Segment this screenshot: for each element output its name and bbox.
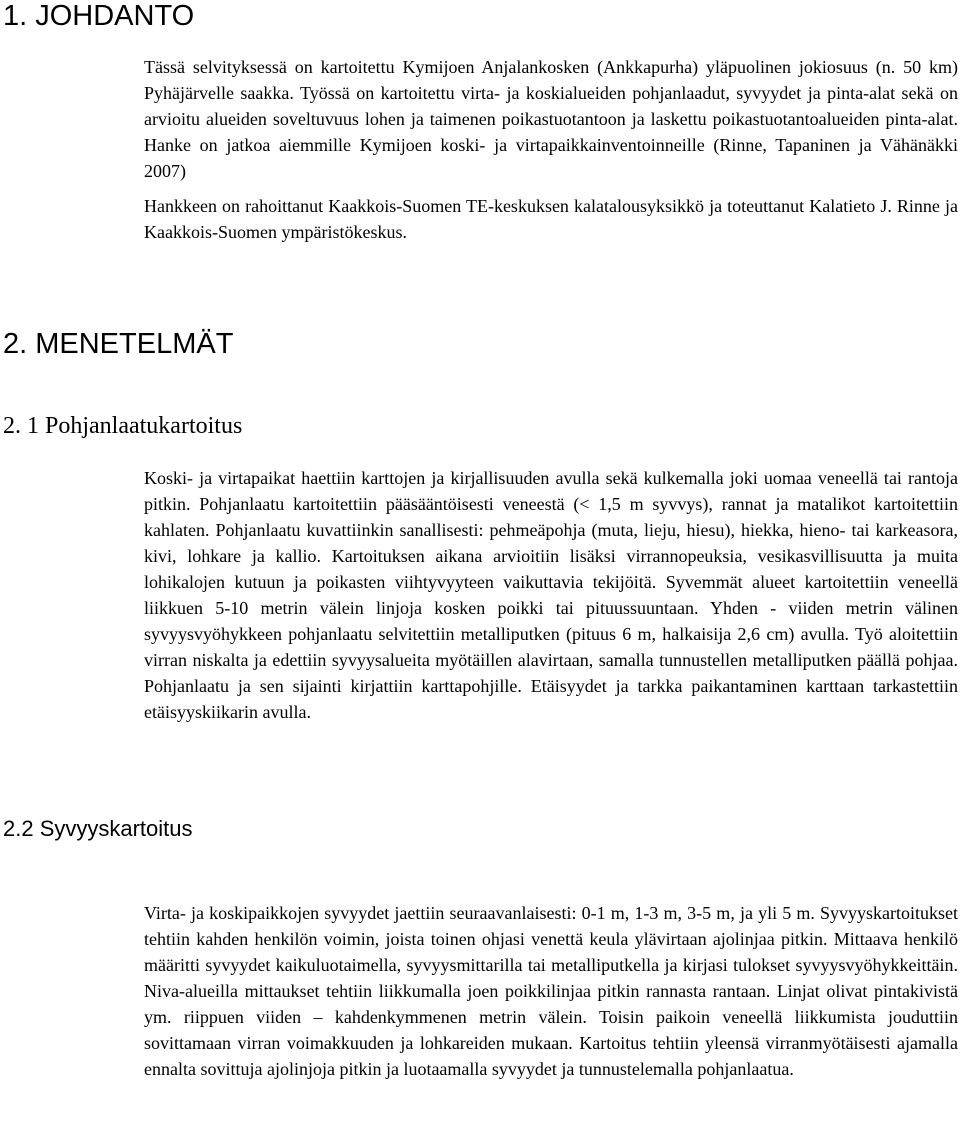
intro-paragraph-2: Hankkeen on rahoittanut Kaakkois-Suomen TE-keskuksen kalatalousyksikkö ja toteuttanut Kalatieto J. Rinne ja Kaakkois-Suomen ympäristökeskus.: [144, 196, 958, 242]
syvyyskartoitus-paragraph: Virta- ja koskipaikkojen syvyydet jaettiin seuraavanlaisesti: 0-1 m, 1-3 m, 3-5 m, ja yli 5 m. Syvyyskartoitukset tehtiin kahden henkilön voimin, joista toinen ohjasi venettä keula ylävirtaan ajolinjaa pitkin. Mittaava henkilö määritti syvyydet kaikuluotaimella, syvyysmittarilla tai metalliputkella ja kirjasi tulokset syvyysvyöhykkeittäin. Niva-alueilla mittaukset tehtiin liikkumalla joen poikkilinjaa pitkin rannasta rantaan. Linjat olivat pintakivistä ym. riippuen viiden – kahdenkymmenen metrin välein. Toisin paikoin veneellä liikkumista jouduttiin sovittamaan virran voimakkuuden ja lohkareiden mukaan. Kartoitus tehtiin yleensä virranmyötäisesti ajamalla ennalta sovittuja ajolinjoja pitkin ja luotaamalla syvyydet ja tunnustelemalla pohjanlaatua.: [144, 903, 958, 1079]
pohjanlaatukartoitus-paragraph: Koski- ja virtapaikat haettiin karttojen ja kirjallisuuden avulla sekä kulkemalla joki uomaa veneellä tai rantoja pitkin. Pohjanlaatu kartoitettiin pääsääntöisesti veneestä (< 1,5 m syvvys), rannat ja matalikot kartoitettiin kahlaten. Pohjanlaatu kuvattiinkin sanallisesti: pehmeäpohja (muta, lieju, hiesu), hiekka, hieno- tai karkeasora, kivi, lohkare ja kallio. Kartoituksen aikana arvioitiin lisäksi virrannopeuksia, vesikasvillisuutta ja muita lohikalojen kutuun ja poikasten viihtyvyyteen vaikuttavia tekijöitä. Syvemmät alueet kartoitettiin veneellä liikkuen 5-10 metrin välein linjoja kosken poikki tai pituussuuntaan. Yhden - viiden metrin välinen syvyysvyöhykkeen pohjanlaatu selvitettiin metalliputken (pituus 6 m, halkaisija 2,6 cm) avulla. Työ aloitettiin virran niskalta ja edettiin syvyysalueita myötäillen alavirtaan, samalla tunnustellen metalliputken päällä pohjaa. Pohjanlaatu ja sen sijainti kirjattiin karttapohjille. Etäisyydet ja tarkka paikantaminen karttaan tarkastettiin etäisyyskiikarin avulla.: [144, 468, 958, 722]
heading-menetelmat: 2. MENETELMÄT: [3, 328, 234, 360]
heading-pohjanlaatukartoitus: 2. 1 Pohjanlaatukartoitus: [3, 413, 243, 439]
heading-syvyyskartoitus: 2.2 Syvyyskartoitus: [3, 816, 193, 841]
intro-paragraph-1: Tässä selvityksessä on kartoitettu Kymijoen Anjalankosken (Ankkapurha) yläpuolinen jokiosuus (n. 50 km) Pyhäjärvelle saakka. Työssä on kartoitettu virta- ja koskialueiden pohjanlaadut, syvyydet ja pinta-alat sekä on arvioitu alueiden soveltuvuus lohen ja taimenen poikastuotantoon ja laskettu poikastuotantoalueiden pinta-alat. Hanke on jatkoa aiemmille Kymijoen koski- ja virtapaikkainventoinneille (Rinne, Tapaninen ja Vähänäkki 2007): [144, 57, 958, 181]
heading-johdanto: 1. JOHDANTO: [3, 0, 195, 32]
